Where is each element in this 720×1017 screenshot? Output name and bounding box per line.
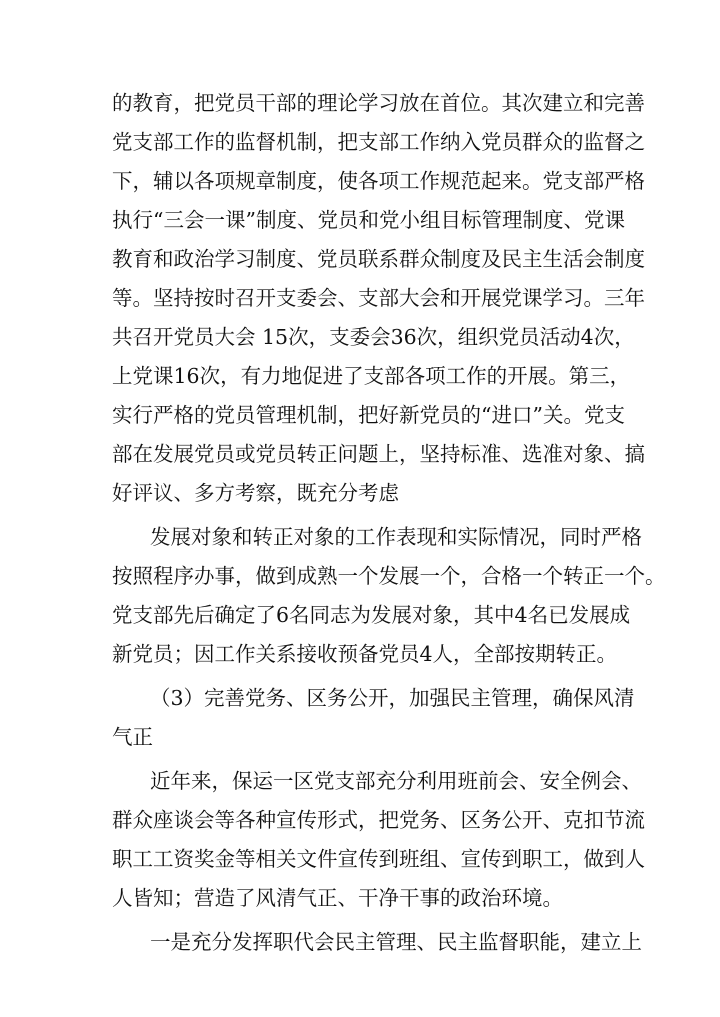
text-line: 按照程序办事，做到成熟一个发展一个，合格一个转正一个。 [112, 564, 666, 588]
text-line: 教育和政治学习制度、党员联系群众制度及民主生活会制度 [112, 247, 645, 271]
text-line: 实行严格的党员管理机制，把好新党员的“进口”关。党支 [112, 403, 625, 427]
text-line: 执行“三会一课”制度、党员和党小组目标管理制度、党课 [112, 208, 625, 232]
text-line: 党支部先后确定了6名同志为发展对象，其中4名已发展成 [112, 603, 631, 627]
text-line: 共召开党员大会 15次，支委会36次，组织党员活动4次， [112, 325, 635, 349]
text-line: 党支部工作的监督机制，把支部工作纳入党员群众的监督之 [112, 130, 645, 154]
paragraph-first-line: 一是充分发挥职代会民主管理、民主监督职能，建立上 [150, 930, 642, 954]
text-line: 的教育，把党员干部的理论学习放在首位。其次建立和完善 [112, 91, 645, 115]
text-line: 上党课16次，有力地促进了支部各项工作的开展。第三， [112, 364, 631, 388]
paragraph-first-line: 近年来，保运一区党支部充分利用班前会、安全例会、 [150, 769, 642, 793]
text-line: 新党员；因工作关系接收预备党员4人，全部按期转正。 [112, 642, 618, 666]
section-heading-continued: 气正 [112, 725, 153, 749]
text-line: 好评议、多方考察，既充分考虑 [112, 481, 399, 505]
text-line: 人皆知；营造了风清气正、干净干事的政治环境。 [112, 886, 563, 910]
text-line: 部在发展党员或党员转正问题上，坚持标准、选准对象、搞 [112, 442, 645, 466]
paragraph-first-line: 发展对象和转正对象的工作表现和实际情况，同时严格 [150, 525, 642, 549]
text-line: 下，辅以各项规章制度，使各项工作规范起来。党支部严格 [112, 169, 645, 193]
text-line: 群众座谈会等各种宣传形式，把党务、区务公开、克扣节流 [112, 808, 645, 832]
text-line: 职工工资奖金等相关文件宣传到班组、宣传到职工，做到人 [112, 847, 645, 871]
section-heading: （3）完善党务、区务公开，加强民主管理，确保风清 [150, 686, 635, 710]
text-line: 等。坚持按时召开支委会、支部大会和开展党课学习。三年 [112, 286, 645, 310]
